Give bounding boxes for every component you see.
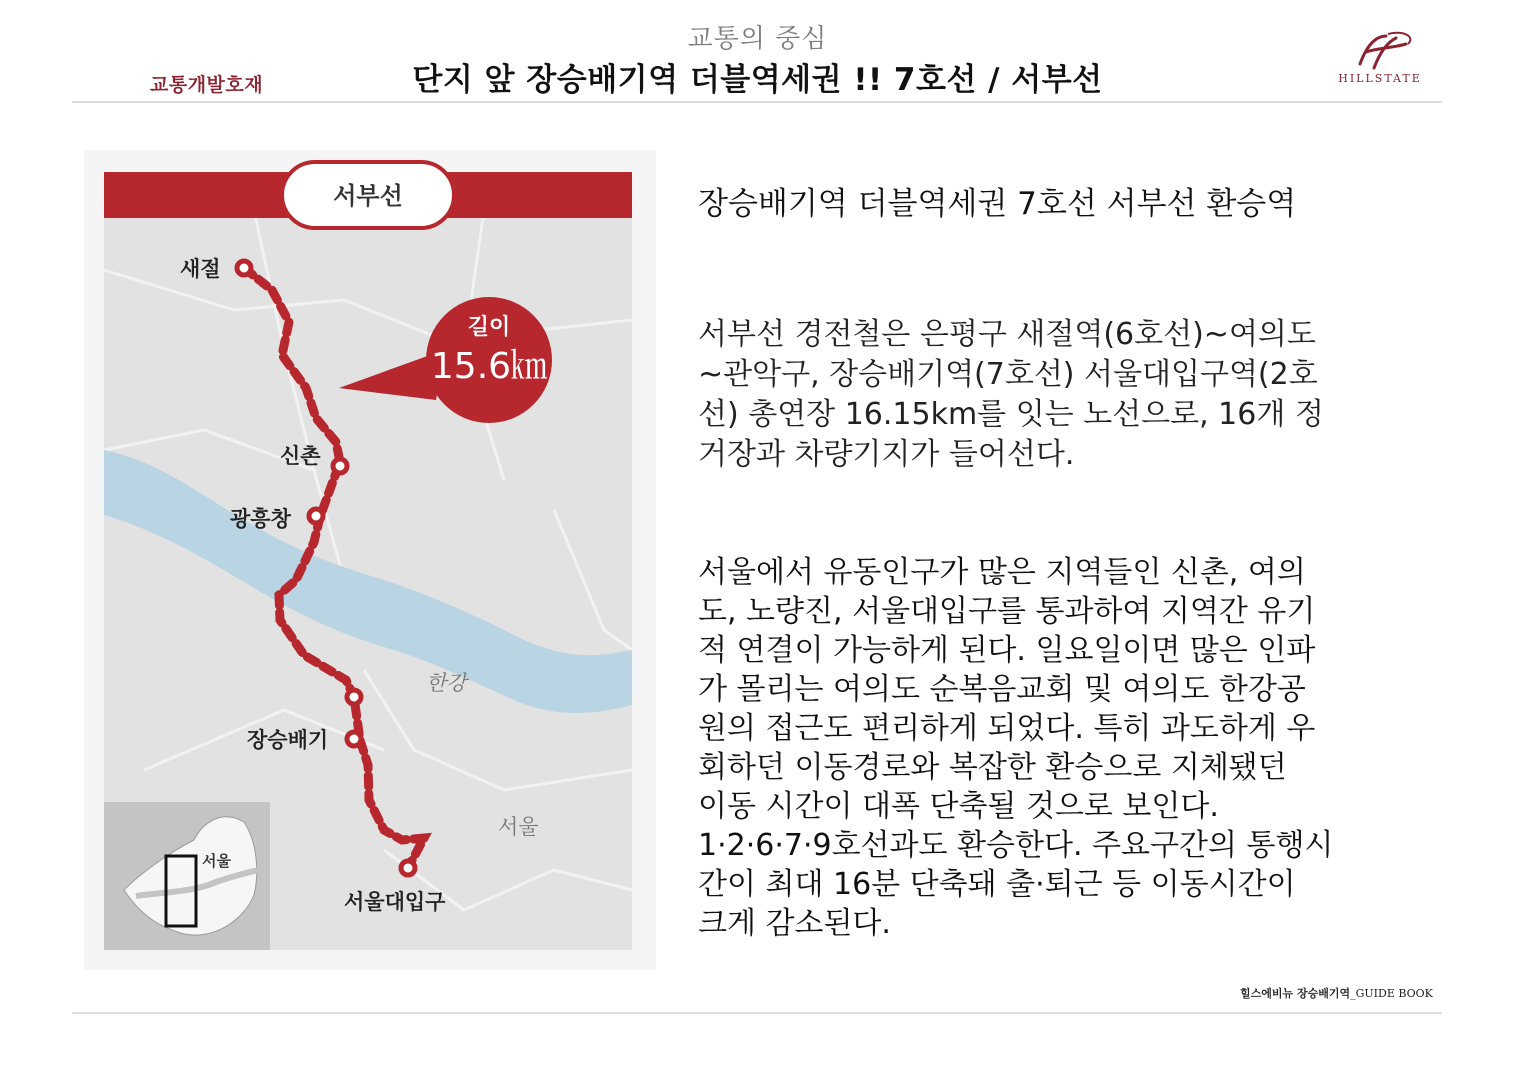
page-title: 단지 앞 장승배기역 더블역세권 !! 7호선 / 서부선: [412, 62, 1103, 98]
paragraph-1: [698, 315, 1418, 475]
hillstate-logo: [1330, 30, 1430, 90]
paragraph-2-line: 1·2·6·7·9호선과도 환승한다. 주요구간의 통행시: [698, 828, 1334, 863]
header-divider: [72, 101, 1442, 103]
paragraph-1-line: 선) 총연장 16.15km를 잇는 노선으로, 16개 정: [698, 397, 1324, 432]
station-marker-saejeol: [237, 261, 251, 275]
station-label-seoul-national-univ: 서울대입구: [344, 890, 446, 914]
paragraph-2: [698, 553, 1418, 943]
station-marker-seoul-national-univ: [401, 861, 415, 875]
paragraph-1-line: 서부선 경전철은 은평구 새절역(6호선)~여의도: [698, 317, 1316, 352]
river-label: 한강: [426, 671, 467, 695]
paragraph-2-line: 크게 감소된다.: [698, 906, 891, 941]
paragraph-2-line: 이동 시간이 대폭 단축될 것으로 보인다.: [698, 789, 1219, 824]
paragraph-2-line: 원의 접근도 편리하게 되었다. 특히 과도하게 우: [698, 711, 1316, 746]
map-graphic: [84, 150, 656, 970]
line-name-label: 서부선: [333, 182, 403, 210]
logo-text: HILLSTATE: [1338, 72, 1422, 85]
footer-guide: [1240, 985, 1433, 1001]
seobu-line-map: [84, 150, 656, 970]
hillstate-logo-icon: [1330, 30, 1430, 74]
footer-text-ko: 힐스에비뉴 장승배기역: [1240, 987, 1351, 1000]
station-marker-jangseungbaegi: [347, 732, 361, 746]
station-label-gwangheungchang: 광흥창: [230, 507, 291, 531]
category-label: 교통개발호재: [150, 74, 264, 96]
paragraph-2-line: 회하던 이동경로와 복잡한 환승으로 지체됐던: [698, 750, 1287, 785]
paragraph-2-line: 서울에서 유동인구가 많은 지역들인 신촌, 여의: [698, 555, 1306, 590]
station-label-sinchon: 신촌: [280, 444, 321, 468]
length-label: 길이: [467, 315, 511, 340]
inset-label: 서울: [202, 852, 231, 870]
paragraph-2-line: 가 몰리는 여의도 순복음교회 및 여의도 한강공: [698, 672, 1306, 707]
paragraph-2-line: 간이 최대 16분 단축돼 출·퇴근 등 이동시간이: [698, 867, 1296, 902]
region-label: 서울: [498, 815, 539, 839]
footer-text-en: _GUIDE BOOK: [1350, 987, 1433, 1000]
paragraph-2-line: 도, 노량진, 서울대입구를 통과하여 지역간 유기: [698, 594, 1316, 629]
station-marker-sinchon: [333, 459, 347, 473]
paragraph-2-line: 적 연결이 가능하게 된다. 일요일이면 많은 인파: [698, 633, 1316, 668]
station-label-jangseungbaegi: 장승배기: [247, 728, 329, 752]
station-label-saejeol: 새절: [180, 257, 221, 281]
paragraph-1-line: 거장과 차량기지가 들어선다.: [698, 437, 1075, 472]
footer-divider: [72, 1012, 1442, 1014]
page-subtitle: 교통의 중심: [687, 24, 828, 54]
headline: 장승배기역 더블역세권 7호선 서부선 환승역: [698, 186, 1297, 222]
length-value: 15.6㎞: [430, 346, 548, 387]
station-marker-gwangheungchang: [309, 509, 323, 523]
station-marker-jangseungbaegi-top: [347, 690, 361, 704]
paragraph-1-line: ~관악구, 장승배기역(7호선) 서울대입구역(2호: [698, 357, 1318, 392]
